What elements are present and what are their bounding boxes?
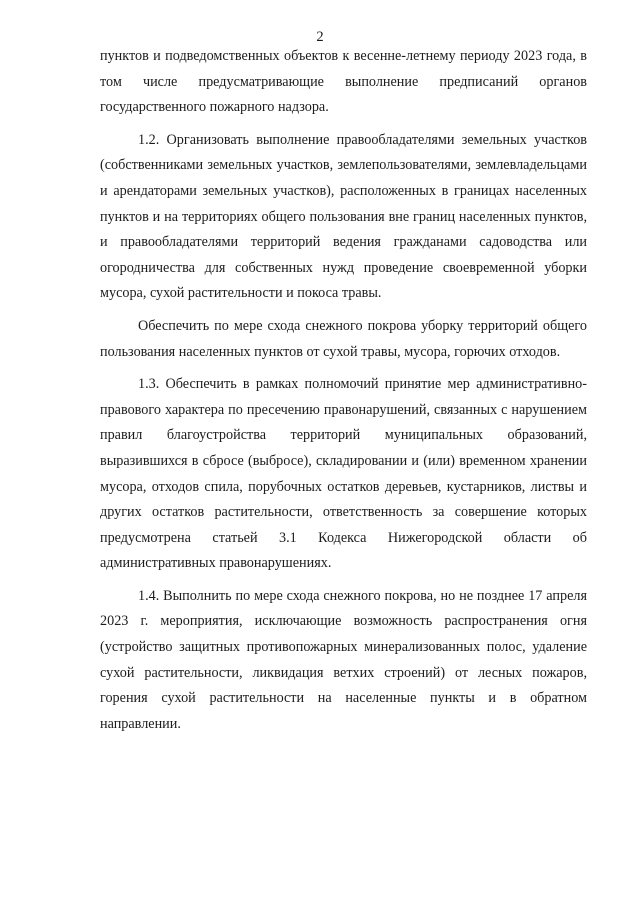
paragraph-cleanup: Обеспечить по мере схода снежного покрова уборку территорий общего пользования населенных пунктов от сухой травы, мусора, горючих отходов. <box>100 317 587 360</box>
document-body <box>100 44 587 737</box>
paragraph-continuation: пунктов и подведомственных объектов к весенне-летнему периоду 2023 года, в том числе предусматривающие выполнение предписаний органов государственного пожарного надзора. <box>100 48 587 116</box>
page-number: 2 <box>316 29 324 45</box>
paragraph-item-1-3: 1.3. Обеспечить в рамках полномочий принятие мер административно-правового характера по пресечению правонарушений, связанных с нарушением правил благоустройства территорий муниципальных образований, выразившихся в сбросе (выбросе), складировании и (или) временном хранении мусора, отходов спила, порубочных остатков деревьев, кустарников, листвы и других остатков растительности, ответственность за совершение которых предусмотрена статьей 3.1 Кодекса Нижегородской области об административных правонарушениях. <box>100 376 587 572</box>
paragraph-item-1-2: 1.2. Организовать выполнение правообладателями земельных участков (собственниками земельных участков, землепользователями, землевладельцами и арендаторами земельных участков), расположенных в границах населенных пунктов и на территориях общего пользования вне границ населенных пунктов, и правообладателями территорий ведения гражданами садоводства или огородничества для собственных нужд проведение своевременной уборки мусора, сухой растительности и покоса травы. <box>100 131 587 302</box>
paragraph-item-1-4: 1.4. Выполнить по мере схода снежного покрова, но не позднее 17 апреля 2023 г. мероприятия, исключающие возможность распространения огня (устройство защитных противопожарных минерализованных полос, удаление сухой растительности, ликвидация ветхих строений) от лесных пожаров, горения сухой растительности на населенные пункты и в обратном направлении. <box>100 587 587 732</box>
